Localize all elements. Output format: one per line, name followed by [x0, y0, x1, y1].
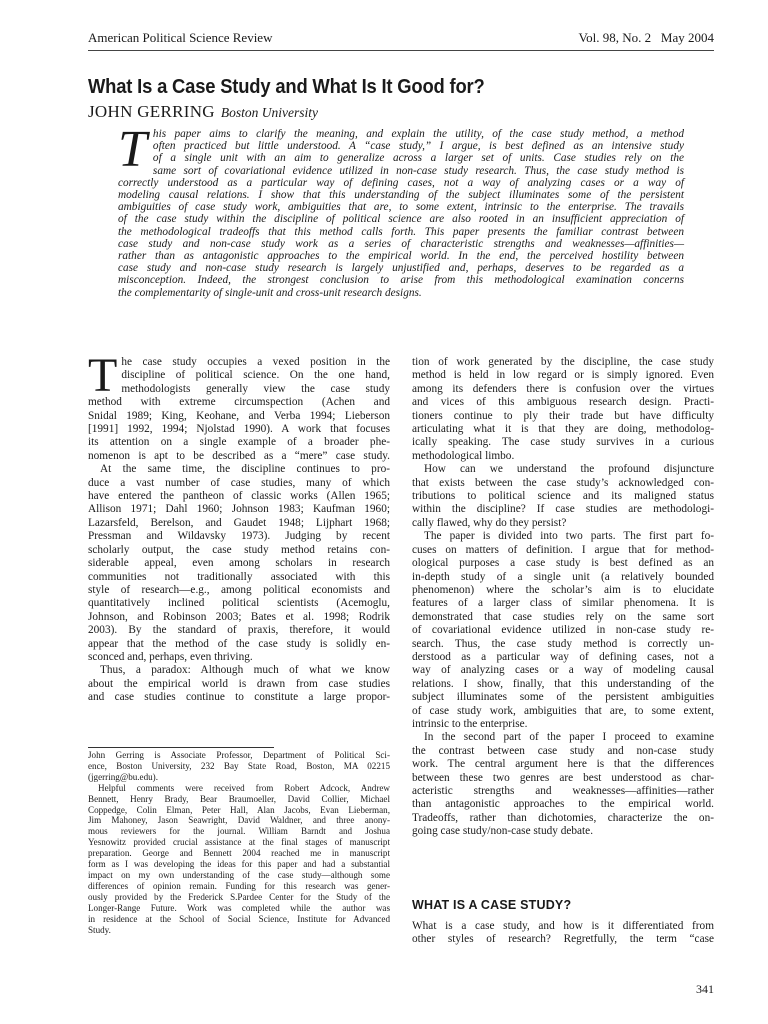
issue-date: May 2004: [660, 30, 714, 45]
footnote-line: ously provided by the Frederick S.Pardee Center for the Study of the: [88, 891, 390, 902]
section-body: [412, 920, 714, 947]
body-line: Allison 1971; Dahl 1960; Johnson 1983; Kaufman 1960;: [88, 503, 390, 516]
body-line: method with extreme circumspection (Achen and: [88, 396, 390, 409]
abstract: [118, 121, 684, 299]
body-line: ological purposes a case study is best defined as an: [412, 557, 714, 570]
footnote-line: Study.: [88, 924, 111, 935]
body-line: nomenon is apt to be described as a “mere” case study.: [88, 449, 390, 462]
body-line: and vices of this ambiguous research design. Practi-: [412, 396, 714, 409]
journal-name: American Political Science Review: [88, 30, 273, 45]
footnote-line: (jgerring@bu.edu).: [88, 771, 158, 782]
body-line: its attention on a single example of a broader phe-: [88, 436, 390, 449]
body-line: than antagonistic approaches to the empirical world.: [412, 798, 714, 811]
body-line: Johnson, and Robinson 2003; Bates et al. 1998; Rodrik: [88, 610, 390, 623]
body-line: within the discipline? If case studies are methodologi-: [412, 503, 714, 516]
body-line: and case studies continue to constitute a large propor-: [88, 691, 390, 704]
abstract-line: ambiguities of case study work, ambiguities that are, to some extent, intrinsic to the enterprise. The travails: [118, 201, 684, 214]
body-line: Snidal 1989; King, Keohane, and Verba 1994; Lieberson: [88, 409, 390, 422]
body-line: Lazarsfeld, Berelson, and Gaudet 1948; Lijphart 1968;: [88, 516, 390, 529]
abstract-line: often practiced but little understood. A “case study,” I argue, is best defined as an intensive study: [152, 140, 684, 153]
body-line: Tradeoffs, rather than dichotomies, characterize the on-: [412, 811, 714, 824]
body-left-column: [88, 349, 390, 705]
body-line: way of analyzing cases or a way of modeling causal: [412, 664, 714, 677]
body-line: ically speaking. The case study survives in a curious: [412, 436, 714, 449]
abstract-line: correctly understood as a particular way of defining cases, not a way of analyzing cases or a way of: [118, 176, 684, 189]
footnotes: [88, 750, 390, 935]
body-line: [1991] 1992, 1994; Njolstad 1990). A work that focuses: [88, 423, 390, 436]
body-line: in-depth study of a single unit (a relatively bounded: [412, 570, 714, 583]
body-line: about the empirical world is drawn from case studies: [88, 677, 390, 690]
footnote-line: differences of opinion remain. Funding for this research was gener-: [88, 880, 390, 891]
body-line: of case study work, ambiguities that are, to some extent,: [412, 704, 714, 717]
footnote-line: form as I was developing the ideas for this paper and had a substantial: [88, 859, 390, 870]
body-line: going case study/non-case study debate.: [412, 825, 594, 838]
footnote-line: Bennett, Henry Brady, Bear Braumoeller, David Collier, Michael: [88, 793, 390, 804]
body-line: discipline of political science. On the one hand,: [121, 369, 390, 382]
body-line: phenomenon) where the scholar’s aim is to elucidate: [412, 583, 714, 596]
issue-info: [578, 30, 714, 46]
abstract-line: the methodological tradeoffs that this method calls forth. This paper presents the familiar contrast between: [118, 225, 684, 238]
running-head: [88, 30, 714, 48]
section-heading: WHAT IS A CASE STUDY?: [412, 898, 572, 912]
body-line: 2003). By the standard of praxis, therefore, it would: [88, 624, 390, 637]
byline: [88, 102, 318, 122]
footnote-line: ence, Boston University, 232 Bay State Road, Boston, MA 02215: [88, 760, 390, 771]
body-line: he case study occupies a vexed position in the: [121, 356, 390, 368]
article-title: What Is a Case Study and What Is It Good for?: [88, 76, 485, 98]
abstract-line: case study and non-case study research is largely unjustified and, perhaps, deserves to be regarded as a: [118, 262, 684, 275]
body-line: What is a case study, and how is it differentiated from: [412, 920, 714, 932]
footnote-line: mous reviewers for the journal. William Barndt and Joshua: [88, 826, 390, 837]
body-line: cally flawed, why do they persist?: [412, 516, 567, 529]
body-line: between these two genres are best understood as char-: [412, 771, 714, 784]
footnote-line: Coppedge, Colin Elman, Peter Hall, Alan Jacobs, Evan Lieberman,: [88, 804, 390, 815]
abstract-line: case study and non-case study work as a series of characteristic strengths and weaknesses—affinities—: [118, 237, 684, 250]
body-line: relations. I show, finally, that this understanding of the: [412, 677, 714, 690]
body-line: methodologists generally view the case study: [121, 382, 390, 395]
body-line: among its defenders there is confusion over the virtues: [412, 382, 714, 395]
body-line: method is held in low regard or is simply ignored. Even: [412, 369, 714, 382]
author-name: JOHN GERRING: [88, 102, 215, 121]
body-line: style of research—e.g., among political economists and: [88, 583, 390, 596]
body-line: At the same time, the discipline continues to pro-: [100, 463, 390, 476]
body-line: tributions to political science and its maligned status: [412, 490, 714, 503]
abstract-line: his paper aims to clarify the meaning, and explain the utility, of the case study method, a method: [152, 128, 684, 140]
footnote-line: in residence at the School of Social Science, Institute for Advanced: [88, 913, 390, 924]
body-line: duce a vast number of case studies, many of which: [88, 476, 390, 489]
body-dropcap: T: [88, 349, 118, 402]
abstract-line: same sort of covariational evidence utilized in non-case study research. Thus, the case study method is: [152, 164, 684, 177]
abstract-line: rather than as antagonistic approaches to the empirical world. In the end, the perceived hostility between: [118, 250, 684, 263]
abstract-line: misconception. Indeed, the strongest conclusion to arise from this methodological examination concerns: [118, 274, 684, 287]
body-line: Thus, a paradox: Although much of what we know: [100, 664, 390, 677]
body-line: features of a larger class of similar phenomena. It is: [412, 597, 714, 610]
body-line: methodological limbo.: [412, 449, 515, 462]
body-line: demonstrated that case studies rely on the same sort: [412, 610, 714, 623]
footnote-line: John Gerring is Associate Professor, Department of Political Sci-: [88, 750, 390, 760]
body-line: have entered the pantheon of classic works (Allen 1965;: [88, 490, 390, 503]
header-rule: [88, 50, 714, 51]
body-line: In the second part of the paper I proceed to examine: [424, 731, 714, 744]
body-line: communities not traditionally associated with this: [88, 570, 390, 583]
page-number: 341: [696, 982, 714, 996]
body-line: scholarly output, the case study method retains con-: [88, 543, 390, 556]
body-right-column: [412, 356, 714, 839]
body-line: appear that the method of the case study is solidly en-: [88, 637, 390, 650]
body-line: The paper is divided into two parts. The first part fo-: [424, 530, 714, 543]
body-line: tioners continue to ply their trade but have difficulty: [412, 409, 714, 422]
body-line: tion of work generated by the discipline, the case study: [412, 356, 714, 368]
body-line: sconced and, perhaps, even thriving.: [88, 650, 253, 663]
volume-issue: Vol. 98, No. 2: [578, 30, 652, 45]
body-line: intrinsic to the enterprise.: [412, 717, 528, 730]
body-line: acteristic strengths and weaknesses—affinities—rather: [412, 785, 714, 797]
body-line: siderable appeal, even among scholars in research: [88, 557, 390, 570]
body-line: that exists between the case study’s acknowledged con-: [412, 476, 714, 489]
body-line: How can we understand the profound disjuncture: [424, 463, 714, 476]
footnote-line: Jim Mahoney, Jason Seawright, David Waldner, and three anony-: [88, 815, 390, 826]
abstract-dropcap: T: [118, 121, 147, 178]
footnote-line: Yesnowitz provided crucial assistance at the final stages of manuscript: [88, 837, 390, 848]
body-line: Pressman and Wildavsky 1973). Judging by recent: [88, 530, 390, 543]
body-line: the contrast between case study and non-case study: [412, 744, 714, 757]
body-line: quantitatively inclined political scientists (Acemoglu,: [88, 597, 390, 610]
body-line: work. The central argument here is that the differences: [412, 758, 714, 771]
abstract-line: the complementarity of single-unit and cross-unit research designs.: [118, 286, 422, 299]
body-line: cuses on matters of definition. I argue that for method-: [412, 543, 714, 556]
body-line: search. Thus, the case study method is correctly un-: [412, 637, 714, 650]
abstract-line: modeling causal relations. I show that this understanding of the subject illuminates some of the persistent: [118, 189, 684, 202]
abstract-line: of a single unit with an aim to generalize across a larger set of units. Case studies rely on the: [152, 152, 684, 165]
body-line: derstood as a particular way of defining cases, not a: [412, 650, 714, 663]
abstract-line: of the case study within the discipline of political science are also rooted in an insufficient appreciation of: [118, 213, 684, 226]
body-line: other styles of research? Regretfully, the term “case: [412, 933, 714, 946]
footnote-rule: [88, 747, 274, 748]
footnote-line: Helpful comments were received from Robert Adcock, Andrew: [98, 782, 390, 793]
footnote-line: Longer-Range Future. Work was completed while the author was: [88, 902, 390, 913]
author-affiliation: Boston University: [220, 105, 318, 120]
footnote-line: preparation. George and Bennett 2004 reached me in manuscript: [88, 848, 390, 859]
footnote-line: impact on my own understanding of the case study—although some: [88, 869, 390, 880]
body-line: articulating what it is that they are doing, methodolog-: [412, 423, 714, 436]
body-line: subject illuminates some of the persistent ambiguities: [412, 691, 714, 704]
body-line: of covariational evidence utilized in non-case study re-: [412, 624, 714, 637]
